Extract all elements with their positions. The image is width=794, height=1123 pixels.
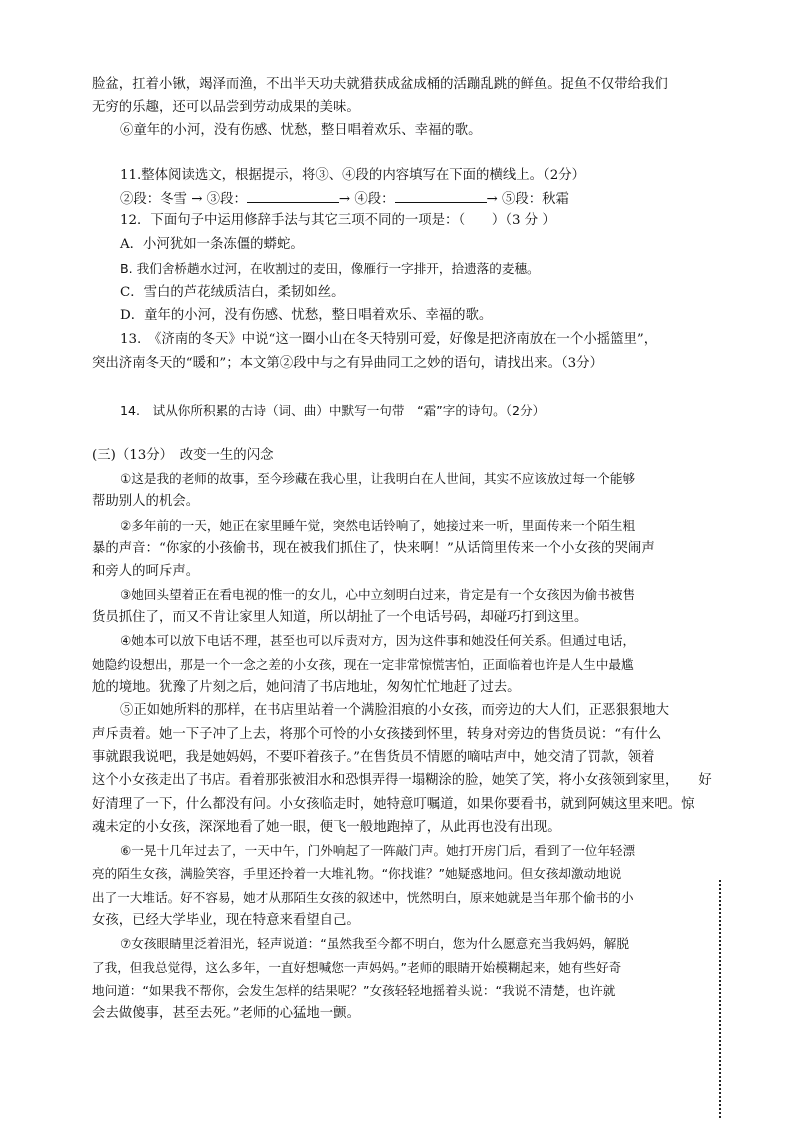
story-line: ①这是我的老师的故事，至今珍藏在我心里，让我明白在人世间，其实不应该放过每一个能够: [120, 471, 636, 486]
answer-blank-4[interactable]: [395, 190, 487, 203]
answer-blank-3[interactable]: [247, 190, 339, 203]
story-line: ②多年前的一天，她正在家里睡午觉，突然电话铃响了，她接过来一听，里面传来一个陌生粗: [120, 518, 636, 533]
story-line: ⑥一晃十几年过去了，一天中午，门外响起了一阵敲门声。她打开房门后，看到了一位年轻漂: [120, 843, 636, 858]
story-line: 了我，但我总觉得，这么多年，一直好想喊您一声妈妈。”老师的眼睛开始模糊起来，她有些好奇: [92, 960, 622, 975]
story-line: 好清理了一下，什么都没有问。小女孩临走时，她特意叮嘱道，如果你要看书，就到阿姨这里来吧。惊: [92, 797, 695, 812]
story-line: 和旁人的呵斥声。: [92, 564, 200, 579]
story-line: 会去做傻事，甚至去死。”老师的心猛地一颤。: [92, 1006, 360, 1021]
section-3-heading: (三)（13分） 改变一生的闪念: [92, 448, 274, 463]
option-b: B. 我们舍桥趟水过河，在收割过的麦田，像雁行一字排开，拾遗落的麦穗。: [120, 261, 540, 276]
question-11: 11.整体阅读选文，根据提示，将③、④段的内容填写在下面的横线上。（2分）: [120, 168, 586, 183]
passage-line: 脸盆，扛着小锹，竭泽而渔，不出半天功夫就猎获成盆成桶的活蹦乱跳的鲜鱼。捉鱼不仅带给我们: [92, 77, 668, 92]
story-line: 帮助别人的机会。: [92, 494, 200, 509]
story-line: 出了一大堆话。好不容易，她才从那陌生女孩的叙述中，恍然明白，原来她就是当年那个偷书的小: [92, 890, 634, 905]
question-12: 12．下面句子中运用修辞手法与其它三项不同的一项是：（ ）（3 分 ）: [120, 213, 556, 228]
story-line: ③她回头望着正在看电视的惟一的女儿，心中立刻明白过来，肯定是有一个女孩因为偷书被售: [120, 587, 636, 602]
story-line: 女孩，已经大学毕业，现在特意来看望自己。: [92, 913, 360, 928]
q11-part3: → ⑤段：秋霜: [486, 192, 569, 207]
story-line: ⑦女孩眼睛里泛着泪光，轻声说道：“虽然我至今都不明白，您为什么愿意充当我妈妈，解脱: [120, 936, 629, 951]
question-13: 13. 《济南的冬天》中说“这一圈小山在冬天特别可爱，好像是把济南放在一个小摇篮里”，: [120, 332, 658, 347]
story-line: 她隐约设想出，那是一个一念之差的小女孩，现在一定非常惊慌害怕，正面临着也许是人生中最尴: [92, 657, 634, 672]
story-line: 暴的声音：“你家的小孩偷书，现在被我们抓住了，快来啊！”从话筒里传来一个小女孩的哭闹声: [92, 541, 655, 556]
option-a: A．小河犹如一条冻僵的蟒蛇。: [120, 237, 304, 252]
question-14: 14. 试从你所积累的古诗（词、曲）中默写一句带 “霜”字的诗句。（2分）: [120, 403, 546, 418]
question-11-fill-line: [120, 190, 569, 209]
option-d: D．童年的小河，没有伤感、忧愁，整日唱着欢乐、幸福的歌。: [120, 308, 493, 323]
story-line: 事就跟我说吧，我是她妈妈，不要吓着孩子。”在售货员不情愿的嘀咕声中，她交清了罚款，领着: [92, 750, 655, 765]
passage-line: 无穷的乐趣，还可以品尝到劳动成果的美味。: [92, 100, 360, 115]
story-line: 货员抓住了，而又不肯让家里人知道，所以胡扯了一个电话号码，却碰巧打到这里。: [92, 610, 588, 625]
story-line: 这个小女孩走出了书店。看着那张被泪水和恐惧弄得一塌糊涂的脸，她笑了笑，将小女孩领到家里， 好: [92, 773, 712, 788]
story-line: 声斥责着。她一下子冲了上去，将那个可怜的小女孩搂到怀里，转身对旁边的售货员说：“有什么: [92, 727, 662, 742]
q11-part1: ②段：冬雪 → ③段：: [120, 192, 247, 207]
story-line: 魂未定的小女孩，深深地看了她一眼，便飞一般地跑掉了，从此再也没有出现。: [92, 820, 561, 835]
paragraph-6: ⑥童年的小河，没有伤感、忧愁，整日唱着欢乐、幸福的歌。: [120, 123, 482, 138]
story-line: 亮的陌生女孩，满脸笑容，手里还拎着一大堆礼物。“你找谁？”她疑惑地问。但女孩却激动地说: [92, 866, 622, 881]
option-c: C．雪白的芦花绒质洁白，柔韧如丝。: [120, 285, 345, 300]
question-13-cont: 突出济南冬天的“暖和”；本文第②段中与之有异曲同工之妙的语句，请找出来。（3分）: [92, 356, 603, 371]
q11-part2: → ④段：: [338, 192, 395, 207]
story-line: 地问道：“如果我不帮你，会发生怎样的结果呢？”女孩轻轻地摇着头说：“我说不清楚，也许就: [92, 983, 616, 998]
story-line: ④她本可以放下电话不理，甚至也可以斥责对方，因为这件事和她没任何关系。但通过电话，: [120, 633, 636, 648]
binding-dotted-line: [719, 880, 721, 1118]
story-line: 尬的境地。犹豫了片刻之后，她问清了书店地址，匆匆忙忙地赶了过去。: [92, 680, 521, 695]
story-line: ⑤正如她所料的那样，在书店里站着一个满脸泪痕的小女孩，而旁边的大人们，正恶狠狠地大: [120, 703, 670, 718]
